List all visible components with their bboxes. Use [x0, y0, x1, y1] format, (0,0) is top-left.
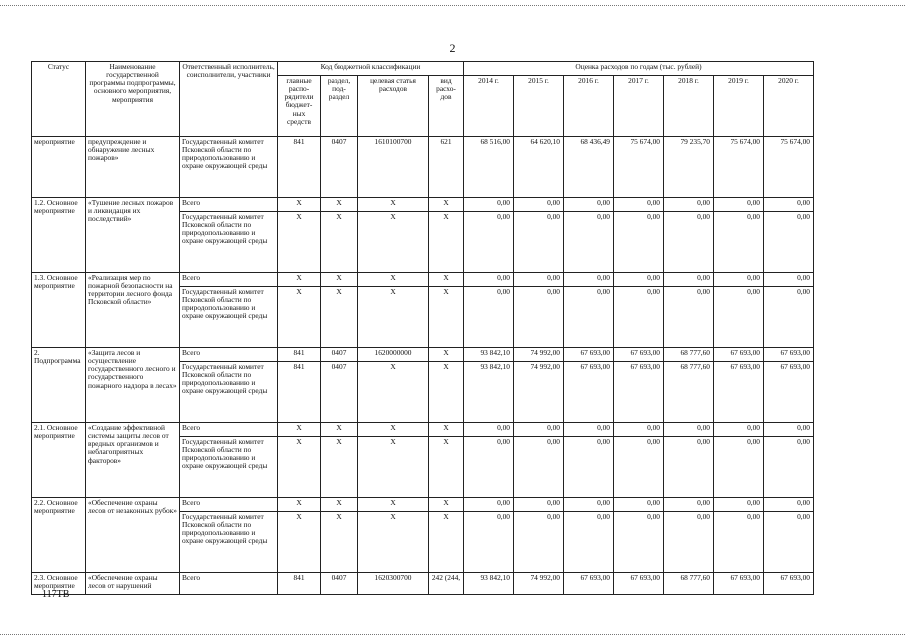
cost-cell: 0,00 — [464, 273, 514, 287]
executor-cell: Государственный комитет Псковской области по природопользованию и охране окружающей среды — [180, 362, 278, 423]
vr-cell: X — [429, 273, 464, 287]
cost-cell: 0,00 — [514, 498, 564, 512]
header-name: Наименование государственной программы подпрограммы, основного мероприятия, мероприятия — [86, 62, 180, 137]
header-rzpr: раздел, под-раздел — [321, 76, 358, 137]
rzpr-cell: X — [321, 423, 358, 437]
cost-cell: 0,00 — [514, 287, 564, 348]
cost-cell: 0,00 — [714, 423, 764, 437]
cost-cell: 67 693,00 — [564, 348, 614, 362]
table-header — [32, 62, 814, 137]
cost-cell: 93 842,10 — [464, 573, 514, 595]
rzpr-cell: X — [321, 198, 358, 212]
cost-cell: 74 992,00 — [514, 362, 564, 423]
grbs-cell: X — [278, 423, 321, 437]
cost-cell: 0,00 — [714, 287, 764, 348]
status-cell: мероприятие — [32, 137, 86, 198]
cost-cell: 0,00 — [764, 287, 814, 348]
rzpr-cell: X — [321, 212, 358, 273]
cost-cell: 0,00 — [714, 212, 764, 273]
header-year: 2020 г. — [764, 76, 814, 137]
cost-cell: 75 674,00 — [714, 137, 764, 198]
csr-cell: 1620000000 — [358, 348, 429, 362]
executor-cell: Всего — [180, 573, 278, 595]
cost-cell: 0,00 — [514, 423, 564, 437]
name-cell: предупреждение и обнаружение лесных пожаров» — [86, 137, 180, 198]
cost-cell: 68 777,60 — [664, 362, 714, 423]
cost-cell: 0,00 — [614, 198, 664, 212]
cost-cell: 0,00 — [714, 437, 764, 498]
table-row — [32, 423, 814, 437]
grbs-cell: 841 — [278, 348, 321, 362]
csr-cell: 1620300700 — [358, 573, 429, 595]
rzpr-cell: X — [321, 512, 358, 573]
csr-cell: X — [358, 212, 429, 273]
cost-cell: 0,00 — [564, 273, 614, 287]
executor-cell: Государственный комитет Псковской области по природопользованию и охране окружающей среды — [180, 212, 278, 273]
cost-cell: 0,00 — [464, 437, 514, 498]
name-cell: «Реализация мер по пожарной безопасности на территории лесного фонда Псковской области» — [86, 273, 180, 348]
cost-cell: 0,00 — [564, 512, 614, 573]
cost-cell: 0,00 — [514, 437, 564, 498]
cost-cell: 0,00 — [614, 512, 664, 573]
cost-cell: 0,00 — [464, 498, 514, 512]
grbs-cell: X — [278, 512, 321, 573]
cost-cell: 68 777,60 — [664, 348, 714, 362]
vr-cell: X — [429, 423, 464, 437]
header-grbs: главные распо-рядители бюджет-ных средств — [278, 76, 321, 137]
budget-table — [31, 61, 814, 595]
cost-cell: 64 620,10 — [514, 137, 564, 198]
cost-cell: 0,00 — [664, 273, 714, 287]
header-costs: Оценка расходов по годам (тыс. рублей) — [464, 62, 814, 76]
cost-cell: 68 516,00 — [464, 137, 514, 198]
rzpr-cell: X — [321, 498, 358, 512]
grbs-cell: X — [278, 498, 321, 512]
csr-cell: X — [358, 287, 429, 348]
csr-cell: X — [358, 273, 429, 287]
status-cell: 2.1. Основное мероприятие — [32, 423, 86, 498]
rzpr-cell: X — [321, 437, 358, 498]
cost-cell: 0,00 — [514, 273, 564, 287]
cost-cell: 0,00 — [714, 512, 764, 573]
status-cell: 2.3. Основное мероприятие — [32, 573, 86, 595]
cost-cell: 0,00 — [764, 437, 814, 498]
header-year: 2016 г. — [564, 76, 614, 137]
cost-cell: 0,00 — [614, 498, 664, 512]
cost-cell: 0,00 — [664, 198, 714, 212]
grbs-cell: X — [278, 437, 321, 498]
footer-code: 117ТВ — [42, 589, 70, 600]
executor-cell: Всего — [180, 273, 278, 287]
executor-cell: Государственный комитет Псковской области по природопользованию и охране окружающей среды — [180, 512, 278, 573]
rzpr-cell: 0407 — [321, 137, 358, 198]
rzpr-cell: X — [321, 273, 358, 287]
cost-cell: 67 693,00 — [614, 348, 664, 362]
executor-cell: Всего — [180, 198, 278, 212]
name-cell: «Тушение лесных пожаров и ликвидация их последствий» — [86, 198, 180, 273]
cost-cell: 0,00 — [564, 198, 614, 212]
cost-cell: 67 693,00 — [614, 362, 664, 423]
csr-cell: X — [358, 362, 429, 423]
csr-cell: X — [358, 437, 429, 498]
csr-cell: X — [358, 423, 429, 437]
cost-cell: 67 693,00 — [714, 573, 764, 595]
rzpr-cell: 0407 — [321, 362, 358, 423]
header-year: 2015 г. — [514, 76, 564, 137]
cost-cell: 0,00 — [564, 437, 614, 498]
table-row — [32, 348, 814, 362]
table-row — [32, 498, 814, 512]
page-number: 2 — [449, 41, 456, 55]
cost-cell: 67 693,00 — [764, 573, 814, 595]
grbs-cell: 841 — [278, 137, 321, 198]
executor-cell: Государственный комитет Псковской области по природопользованию и охране окружающей среды — [180, 137, 278, 198]
cost-cell: 68 777,60 — [664, 573, 714, 595]
cost-cell: 0,00 — [514, 198, 564, 212]
cost-cell: 0,00 — [464, 512, 514, 573]
cost-cell: 68 436,49 — [564, 137, 614, 198]
csr-cell: 1610100700 — [358, 137, 429, 198]
grbs-cell: X — [278, 198, 321, 212]
bottom-border — [0, 634, 905, 635]
grbs-cell: X — [278, 287, 321, 348]
cost-cell: 74 992,00 — [514, 348, 564, 362]
header-year: 2018 г. — [664, 76, 714, 137]
cost-cell: 0,00 — [464, 287, 514, 348]
cost-cell: 0,00 — [614, 423, 664, 437]
cost-cell: 67 693,00 — [764, 348, 814, 362]
cost-cell: 0,00 — [564, 212, 614, 273]
rzpr-cell: X — [321, 287, 358, 348]
executor-cell: Всего — [180, 423, 278, 437]
cost-cell: 0,00 — [714, 498, 764, 512]
cost-cell: 0,00 — [664, 437, 714, 498]
table-row — [32, 198, 814, 212]
cost-cell: 67 693,00 — [564, 573, 614, 595]
status-cell: 2.2. Основное мероприятие — [32, 498, 86, 573]
header-year: 2017 г. — [614, 76, 664, 137]
table-body — [32, 137, 814, 595]
cost-cell: 0,00 — [664, 287, 714, 348]
name-cell: «Создание эффективной системы защиты лесов от вредных организмов и неблагоприятных факторов» — [86, 423, 180, 498]
vr-cell: X — [429, 198, 464, 212]
cost-cell: 0,00 — [564, 287, 614, 348]
vr-cell: X — [429, 437, 464, 498]
cost-cell: 75 674,00 — [614, 137, 664, 198]
cost-cell: 67 693,00 — [714, 348, 764, 362]
vr-cell: X — [429, 498, 464, 512]
header-year: 2014 г. — [464, 76, 514, 137]
cost-cell: 0,00 — [514, 212, 564, 273]
cost-cell: 67 693,00 — [564, 362, 614, 423]
cost-cell: 0,00 — [564, 423, 614, 437]
table-row — [32, 137, 814, 198]
vr-cell: X — [429, 348, 464, 362]
status-cell: 1.2. Основное мероприятие — [32, 198, 86, 273]
cost-cell: 0,00 — [464, 212, 514, 273]
cost-cell: 67 693,00 — [614, 573, 664, 595]
cost-cell: 0,00 — [464, 198, 514, 212]
cost-cell: 0,00 — [764, 198, 814, 212]
vr-cell: 242 (244, — [429, 573, 464, 595]
cost-cell: 0,00 — [664, 423, 714, 437]
header-year: 2019 г. — [714, 76, 764, 137]
cost-cell: 0,00 — [614, 273, 664, 287]
executor-cell: Государственный комитет Псковской области по природопользованию и охране окружающей среды — [180, 437, 278, 498]
cost-cell: 0,00 — [764, 423, 814, 437]
cost-cell: 67 693,00 — [714, 362, 764, 423]
csr-cell: X — [358, 512, 429, 573]
grbs-cell: 841 — [278, 573, 321, 595]
header-executor: Ответственный исполнитель, соисполнители, участники — [180, 62, 278, 137]
cost-cell: 0,00 — [664, 212, 714, 273]
cost-cell: 93 842,10 — [464, 362, 514, 423]
executor-cell: Государственный комитет Псковской области по природопользованию и охране окружающей среды — [180, 287, 278, 348]
cost-cell: 0,00 — [714, 273, 764, 287]
status-cell: 1.3. Основное мероприятие — [32, 273, 86, 348]
grbs-cell: X — [278, 212, 321, 273]
csr-cell: X — [358, 498, 429, 512]
grbs-cell: X — [278, 273, 321, 287]
cost-cell: 0,00 — [764, 212, 814, 273]
cost-cell: 67 693,00 — [764, 362, 814, 423]
cost-cell: 0,00 — [614, 437, 664, 498]
header-vr: вид расхо-дов — [429, 76, 464, 137]
grbs-cell: 841 — [278, 362, 321, 423]
cost-cell: 0,00 — [614, 212, 664, 273]
cost-cell: 0,00 — [764, 273, 814, 287]
status-cell: 2. Подпрограмма — [32, 348, 86, 423]
vr-cell: X — [429, 212, 464, 273]
header-csr: целевая статья расходов — [358, 76, 429, 137]
cost-cell: 74 992,00 — [514, 573, 564, 595]
cost-cell: 75 674,00 — [764, 137, 814, 198]
cost-cell: 0,00 — [614, 287, 664, 348]
cost-cell: 0,00 — [514, 512, 564, 573]
executor-cell: Всего — [180, 348, 278, 362]
cost-cell: 0,00 — [464, 423, 514, 437]
cost-cell: 0,00 — [764, 512, 814, 573]
vr-cell: X — [429, 362, 464, 423]
cost-cell: 0,00 — [714, 198, 764, 212]
header-budget-code: Код бюджетной классификации — [278, 62, 464, 76]
cost-cell: 0,00 — [564, 498, 614, 512]
table-row — [32, 573, 814, 595]
rzpr-cell: 0407 — [321, 573, 358, 595]
vr-cell: X — [429, 512, 464, 573]
executor-cell: Всего — [180, 498, 278, 512]
cost-cell: 0,00 — [664, 498, 714, 512]
top-border — [0, 5, 905, 6]
vr-cell: X — [429, 287, 464, 348]
csr-cell: X — [358, 198, 429, 212]
cost-cell: 0,00 — [664, 512, 714, 573]
rzpr-cell: 0407 — [321, 348, 358, 362]
vr-cell: 621 — [429, 137, 464, 198]
name-cell: «Защита лесов и осуществление государственного лесного и государственного пожарного надзора в лесах» — [86, 348, 180, 423]
header-status: Статус — [32, 62, 86, 137]
name-cell: «Обеспечение охраны лесов от незаконных рубок» — [86, 498, 180, 573]
cost-cell: 0,00 — [764, 498, 814, 512]
table-row — [32, 273, 814, 287]
name-cell: «Обеспечение охраны лесов от нарушений — [86, 573, 180, 595]
cost-cell: 93 842,10 — [464, 348, 514, 362]
cost-cell: 79 235,70 — [664, 137, 714, 198]
